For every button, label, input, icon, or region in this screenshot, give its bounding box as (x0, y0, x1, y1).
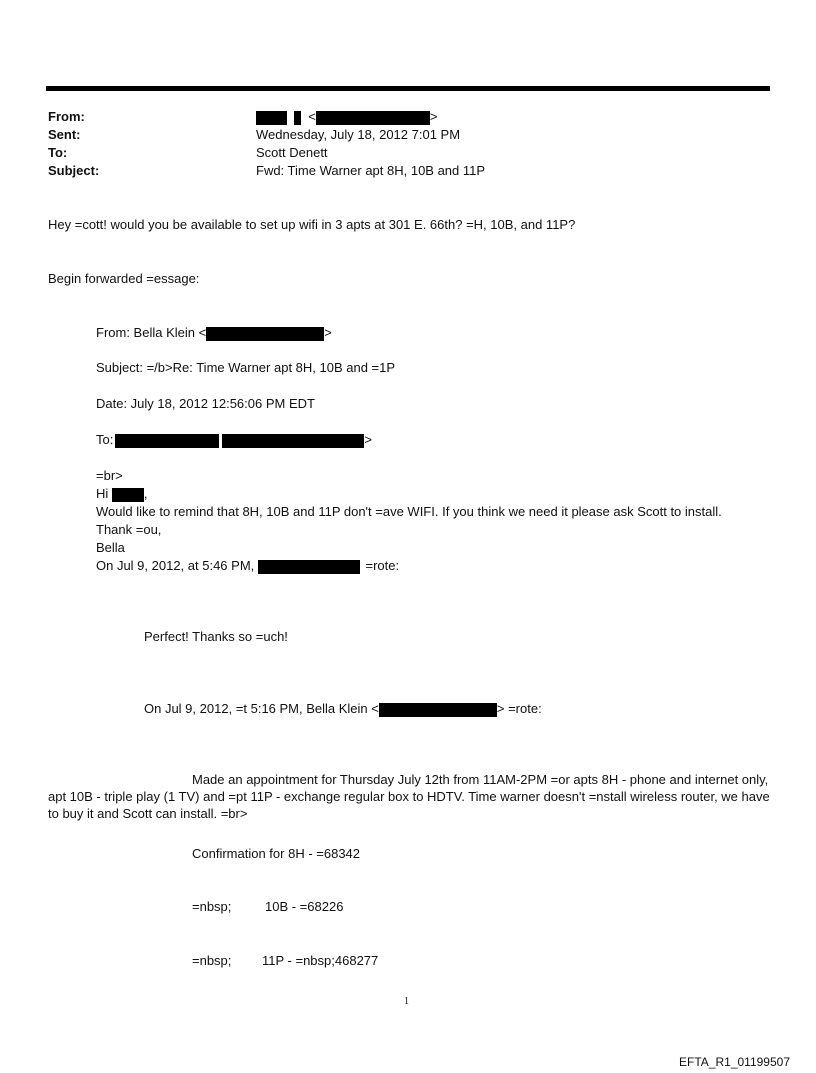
appointment-text: Made an appointment for Thursday July 12th from 11AM-2PM =or apts 8H - phone and internet only, apt 10B - triple play (1 TV) and =pt 11P - exchange regular box to HDTV. Time warner doesn't =nstall wireless router, we have to buy it and Scott can install. =br> (48, 772, 770, 821)
redaction (115, 434, 219, 448)
signature-bella: Bella (96, 540, 125, 555)
from-value (256, 108, 437, 125)
intro-text: Hey =cott! would you be available to set up wifi in 3 apts at 301 E. 66th? =H, 10B, and 11P? (48, 217, 576, 232)
nbsp-2: =nbsp; (192, 953, 232, 968)
greeting-hi: Hi (96, 486, 109, 501)
redaction (258, 560, 360, 574)
redaction (206, 327, 324, 341)
fwd-from-suffix: > (324, 325, 332, 340)
begin-forwarded: Begin forwarded =essage: (48, 271, 200, 286)
br-line: =br> (96, 468, 123, 483)
on-jul9-suffix: =rote: (365, 558, 400, 573)
on-jul9b-prefix: On Jul 9, 2012, =t 5:16 PM, Bella Klein < (144, 701, 379, 716)
on-jul9-prefix: On Jul 9, 2012, at 5:46 PM, (96, 558, 255, 573)
redaction (222, 434, 364, 448)
redaction (316, 111, 430, 125)
to-label: To: (48, 145, 68, 160)
fwd-to-suffix: > (364, 432, 372, 447)
from-close: > (429, 109, 438, 124)
greeting (96, 485, 148, 502)
fwd-to (96, 431, 372, 448)
redaction (112, 488, 144, 502)
redaction (379, 703, 497, 717)
fwd-from (96, 324, 332, 341)
from-label: From: (48, 109, 85, 124)
subject-label: Subject: (48, 163, 100, 178)
page-number: 1 (404, 996, 409, 1007)
subject-value: Fwd: Time Warner apt 8H, 10B and 11P (256, 163, 486, 178)
fwd-from-prefix: From: Bella Klein < (96, 325, 207, 340)
on-jul9b-suffix: > =rote: (496, 701, 542, 716)
nbsp-1: =nbsp; (192, 899, 232, 914)
header-rule (46, 86, 770, 91)
confirm-8h: Confirmation for 8H - =68342 (192, 846, 361, 861)
fwd-subject: Subject: =/b>Re: Time Warner apt 8H, 10B and =1P (96, 360, 396, 375)
fwd-date: Date: July 18, 2012 12:56:06 PM EDT (96, 396, 315, 411)
greeting-comma: , (143, 486, 148, 501)
confirm-11p: 11P - =nbsp;468277 (262, 953, 379, 968)
redaction (256, 111, 287, 125)
perfect-text: Perfect! Thanks so =uch! (144, 629, 288, 644)
sent-value: Wednesday, July 18, 2012 7:01 PM (256, 127, 461, 142)
sent-label: Sent: (48, 127, 81, 142)
on-jul9b-line (144, 700, 542, 717)
footer-id: EFTA_R1_01199507 (679, 1055, 790, 1069)
from-open: < (308, 109, 316, 124)
redaction (294, 111, 301, 125)
remind-text: Would like to remind that 8H, 10B and 11P don't =ave WIFI. If you think we need it please ask Scott to install. (96, 504, 722, 519)
thank-text: Thank =ou, (96, 522, 162, 537)
confirm-10b: 10B - =68226 (265, 899, 344, 914)
on-jul9-line (96, 557, 399, 574)
fwd-to-prefix: To: (96, 432, 114, 447)
to-value: Scott Denett (256, 145, 328, 160)
